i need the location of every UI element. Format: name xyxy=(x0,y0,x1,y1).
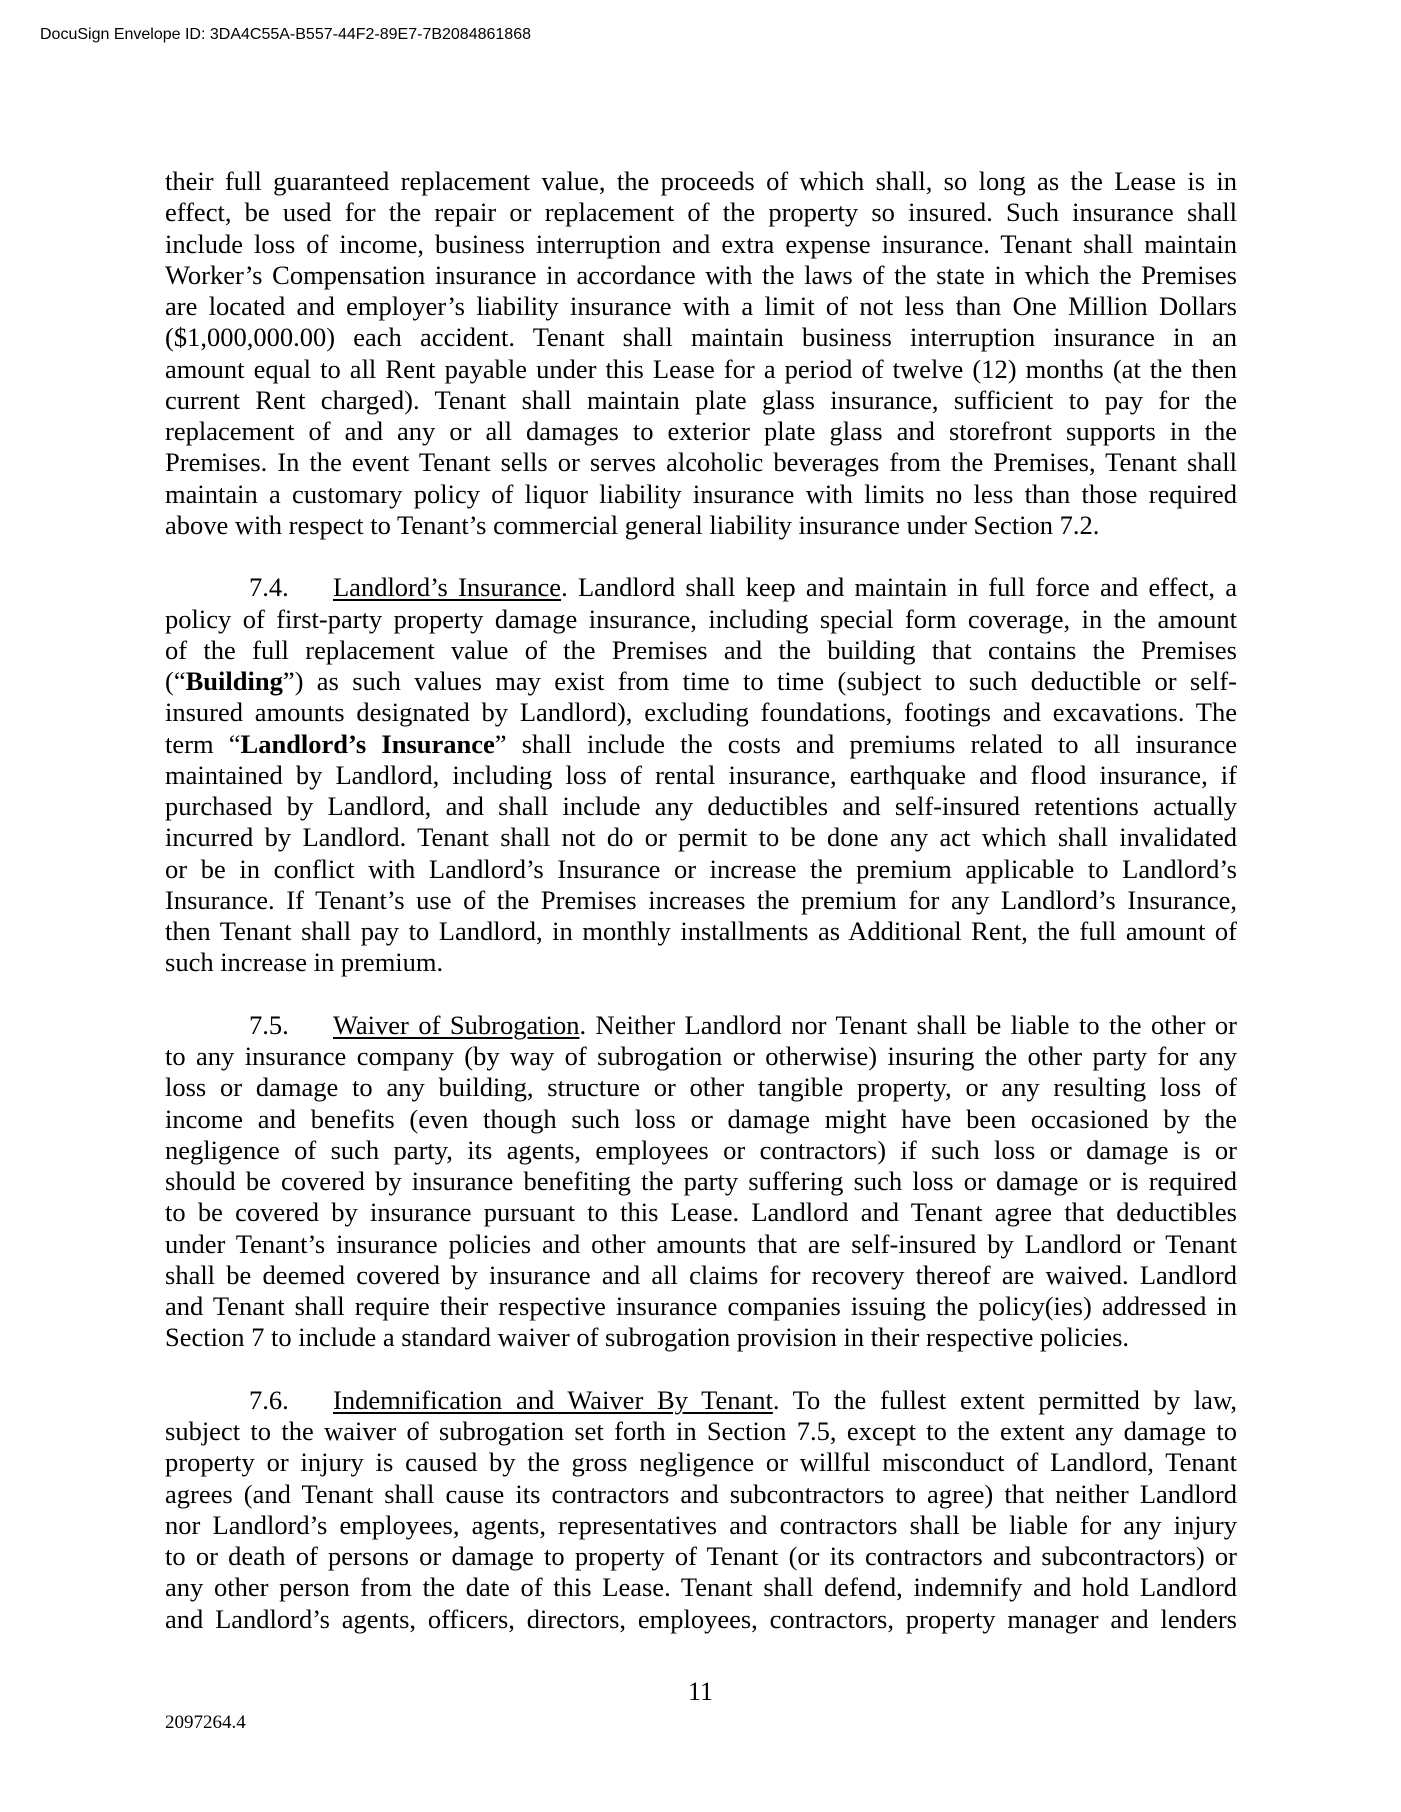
text-line xyxy=(165,322,1237,353)
text-segment: replacement of and any or all damages to exterior plate glass and storefront supports in the xyxy=(165,416,1237,446)
defined-term: Landlord’s Insurance xyxy=(240,728,495,759)
text-segment: . To the fullest extent permitted by law, xyxy=(772,1384,1237,1415)
text-line xyxy=(165,572,1237,603)
text-line xyxy=(165,1291,1237,1322)
text-line xyxy=(165,479,1237,510)
section-7-4-landlords-insurance xyxy=(165,572,1237,978)
section-heading: Waiver of Subrogation xyxy=(333,1009,580,1040)
text-segment: under Tenant’s insurance policies and other amounts that are self-insured by Landlord or Tenant xyxy=(165,1228,1237,1259)
text-line xyxy=(165,604,1237,635)
text-segment: amount equal to all Rent payable under this Lease for a period of twelve (12) months (at the then xyxy=(165,353,1237,384)
text-line xyxy=(165,1041,1237,1072)
text-segment: above with respect to Tenant’s commercial general liability insurance under Section 7.2. xyxy=(165,509,1100,540)
text-line xyxy=(165,635,1237,666)
text-line xyxy=(165,354,1237,385)
text-segment: purchased by Landlord, and shall include any deductibles and self-insured retentions actually xyxy=(165,791,1237,821)
text-line xyxy=(165,291,1237,322)
text-segment: negligence of such party, its agents, employees or contractors) if such loss or damage is or xyxy=(165,1134,1237,1165)
text-line xyxy=(165,947,1237,978)
text-segment: or be in conflict with Landlord’s Insurance or increase the premium applicable to Landlord’s xyxy=(165,853,1237,884)
text-line xyxy=(165,760,1237,791)
text-segment: agrees (and Tenant shall cause its contractors and subcontractors to agree) that neither Landlord xyxy=(165,1478,1237,1509)
section-number: 7.5. xyxy=(249,1009,289,1040)
text-segment: term “ xyxy=(165,728,241,759)
text-segment: Worker’s Compensation insurance in accordance with the laws of the state in which the Premises xyxy=(165,259,1237,290)
text-line xyxy=(165,1604,1237,1635)
text-segment: any other person from the date of this Lease. Tenant shall defend, indemnify and hold Landlord xyxy=(165,1572,1237,1603)
text-line xyxy=(165,666,1237,697)
text-line xyxy=(165,1197,1237,1228)
text-segment: Section 7 to include a standard waiver of subrogation provision in their respective policies. xyxy=(165,1322,1130,1353)
text-segment: . Landlord shall keep and maintain in full force and effect, a xyxy=(561,572,1238,603)
section-heading: Landlord’s Insurance xyxy=(333,572,562,603)
text-segment: insured amounts designated by Landlord), excluding foundations, footings and excavations. The xyxy=(165,697,1237,728)
text-line xyxy=(165,1447,1237,1478)
text-line xyxy=(165,1510,1237,1541)
text-segment: shall be deemed covered by insurance and all claims for recovery thereof are waived. Landlord xyxy=(165,1259,1237,1290)
text-line xyxy=(165,1416,1237,1447)
text-line xyxy=(165,885,1237,916)
text-line xyxy=(165,729,1237,760)
docusign-envelope-id: DocuSign Envelope ID: 3DA4C55A-B557-44F2-89E7-7B2084861868 xyxy=(40,26,531,43)
text-segment: loss or damage to any building, structure or other tangible property, or any resulting loss of xyxy=(165,1072,1237,1103)
text-line xyxy=(165,1104,1237,1135)
section-7-5-waiver-of-subrogation xyxy=(165,1010,1237,1354)
text-segment: to be covered by insurance pursuant to this Lease. Landlord and Tenant agree that deductibles xyxy=(165,1197,1237,1228)
text-line xyxy=(165,1010,1237,1041)
text-line xyxy=(165,229,1237,260)
text-segment: Premises. In the event Tenant sells or serves alcoholic beverages from the Premises, Tenant shall xyxy=(165,447,1237,478)
text-segment: should be covered by insurance benefiting the party suffering such loss or damage or is required xyxy=(165,1166,1237,1196)
text-line xyxy=(165,697,1237,728)
text-line xyxy=(165,1072,1237,1103)
paragraph-insurance-continuation xyxy=(165,166,1237,541)
text-segment: and Landlord’s agents, officers, directors, employees, contractors, property manager and lenders xyxy=(165,1603,1237,1634)
text-segment: income and benefits (even though such loss or damage might have been occasioned by the xyxy=(165,1103,1237,1134)
text-segment: incurred by Landlord. Tenant shall not do or permit to be done any act which shall invalidated xyxy=(165,822,1237,853)
text-segment: property or injury is caused by the gross negligence or willful misconduct of Landlord, Tenant xyxy=(165,1447,1237,1478)
text-line xyxy=(165,1260,1237,1291)
text-segment: are located and employer’s liability insurance with a limit of not less than One Million Dollars xyxy=(165,291,1237,321)
text-line xyxy=(165,1322,1237,1353)
text-segment: ($1,000,000.00) each accident. Tenant shall maintain business interruption insurance in an xyxy=(165,322,1237,353)
text-segment: ”) as such values may exist from time to time (subject to such deductible or self- xyxy=(282,666,1237,696)
text-segment: subject to the waiver of subrogation set forth in Section 7.5, except to the extent any damage to xyxy=(165,1416,1237,1446)
text-line xyxy=(165,385,1237,416)
text-line xyxy=(165,1572,1237,1603)
section-number: 7.4. xyxy=(249,572,289,603)
text-segment: ” shall include the costs and premiums related to all insurance xyxy=(494,728,1237,759)
text-segment: current Rent charged). Tenant shall maintain plate glass insurance, sufficient to pay for the xyxy=(165,384,1237,415)
document-number: 2097264.4 xyxy=(165,1712,246,1733)
text-segment: then Tenant shall pay to Landlord, in monthly installments as Additional Rent, the full amount of xyxy=(165,916,1237,946)
text-line xyxy=(165,510,1237,541)
text-line xyxy=(165,1166,1237,1197)
text-line xyxy=(165,1135,1237,1166)
text-line xyxy=(165,1541,1237,1572)
section-7-6-indemnification xyxy=(165,1385,1237,1635)
text-line xyxy=(165,791,1237,822)
text-line xyxy=(165,854,1237,885)
text-segment: (“ xyxy=(165,666,186,696)
text-line xyxy=(165,197,1237,228)
text-segment: include loss of income, business interruption and extra expense insurance. Tenant shall maintain xyxy=(165,228,1237,259)
text-segment: maintain a customary policy of liquor liability insurance with limits no less than those required xyxy=(165,478,1237,509)
text-segment: of the full replacement value of the Premises and the building that contains the Premises xyxy=(165,634,1237,665)
text-line xyxy=(165,1229,1237,1260)
text-line xyxy=(165,416,1237,447)
text-segment: and Tenant shall require their respective insurance companies issuing the policy(ies) addressed in xyxy=(165,1291,1237,1321)
section-heading: Indemnification and Waiver By Tenant xyxy=(333,1384,773,1415)
text-line xyxy=(165,1479,1237,1510)
text-segment: policy of first-party property damage insurance, including special form coverage, in the amount xyxy=(165,603,1237,634)
text-line xyxy=(165,1385,1237,1416)
text-segment: their full guaranteed replacement value, the proceeds of which shall, so long as the Lease is in xyxy=(165,166,1237,196)
section-number: 7.6. xyxy=(249,1384,289,1415)
text-line xyxy=(165,916,1237,947)
text-line xyxy=(165,822,1237,853)
text-segment: Insurance. If Tenant’s use of the Premises increases the premium for any Landlord’s Insurance, xyxy=(165,884,1237,915)
text-segment: . Neither Landlord nor Tenant shall be liable to the other or xyxy=(579,1009,1237,1040)
text-line xyxy=(165,447,1237,478)
text-segment: nor Landlord’s employees, agents, representatives and contractors shall be liable for any injury xyxy=(165,1509,1237,1540)
text-segment: such increase in premium. xyxy=(165,947,444,978)
text-segment: maintained by Landlord, including loss of rental insurance, earthquake and flood insurance, if xyxy=(165,759,1237,790)
text-line xyxy=(165,260,1237,291)
page-number: 11 xyxy=(687,1677,714,1706)
text-segment: effect, be used for the repair or replacement of the property so insured. Such insurance shall xyxy=(165,197,1237,228)
document-body xyxy=(165,166,1237,1666)
text-segment: to any insurance company (by way of subrogation or otherwise) insuring the other party for any xyxy=(165,1041,1237,1071)
text-segment: to or death of persons or damage to property of Tenant (or its contractors and subcontractors) or xyxy=(165,1541,1237,1571)
defined-term: Building xyxy=(185,666,283,696)
text-line xyxy=(165,166,1237,197)
